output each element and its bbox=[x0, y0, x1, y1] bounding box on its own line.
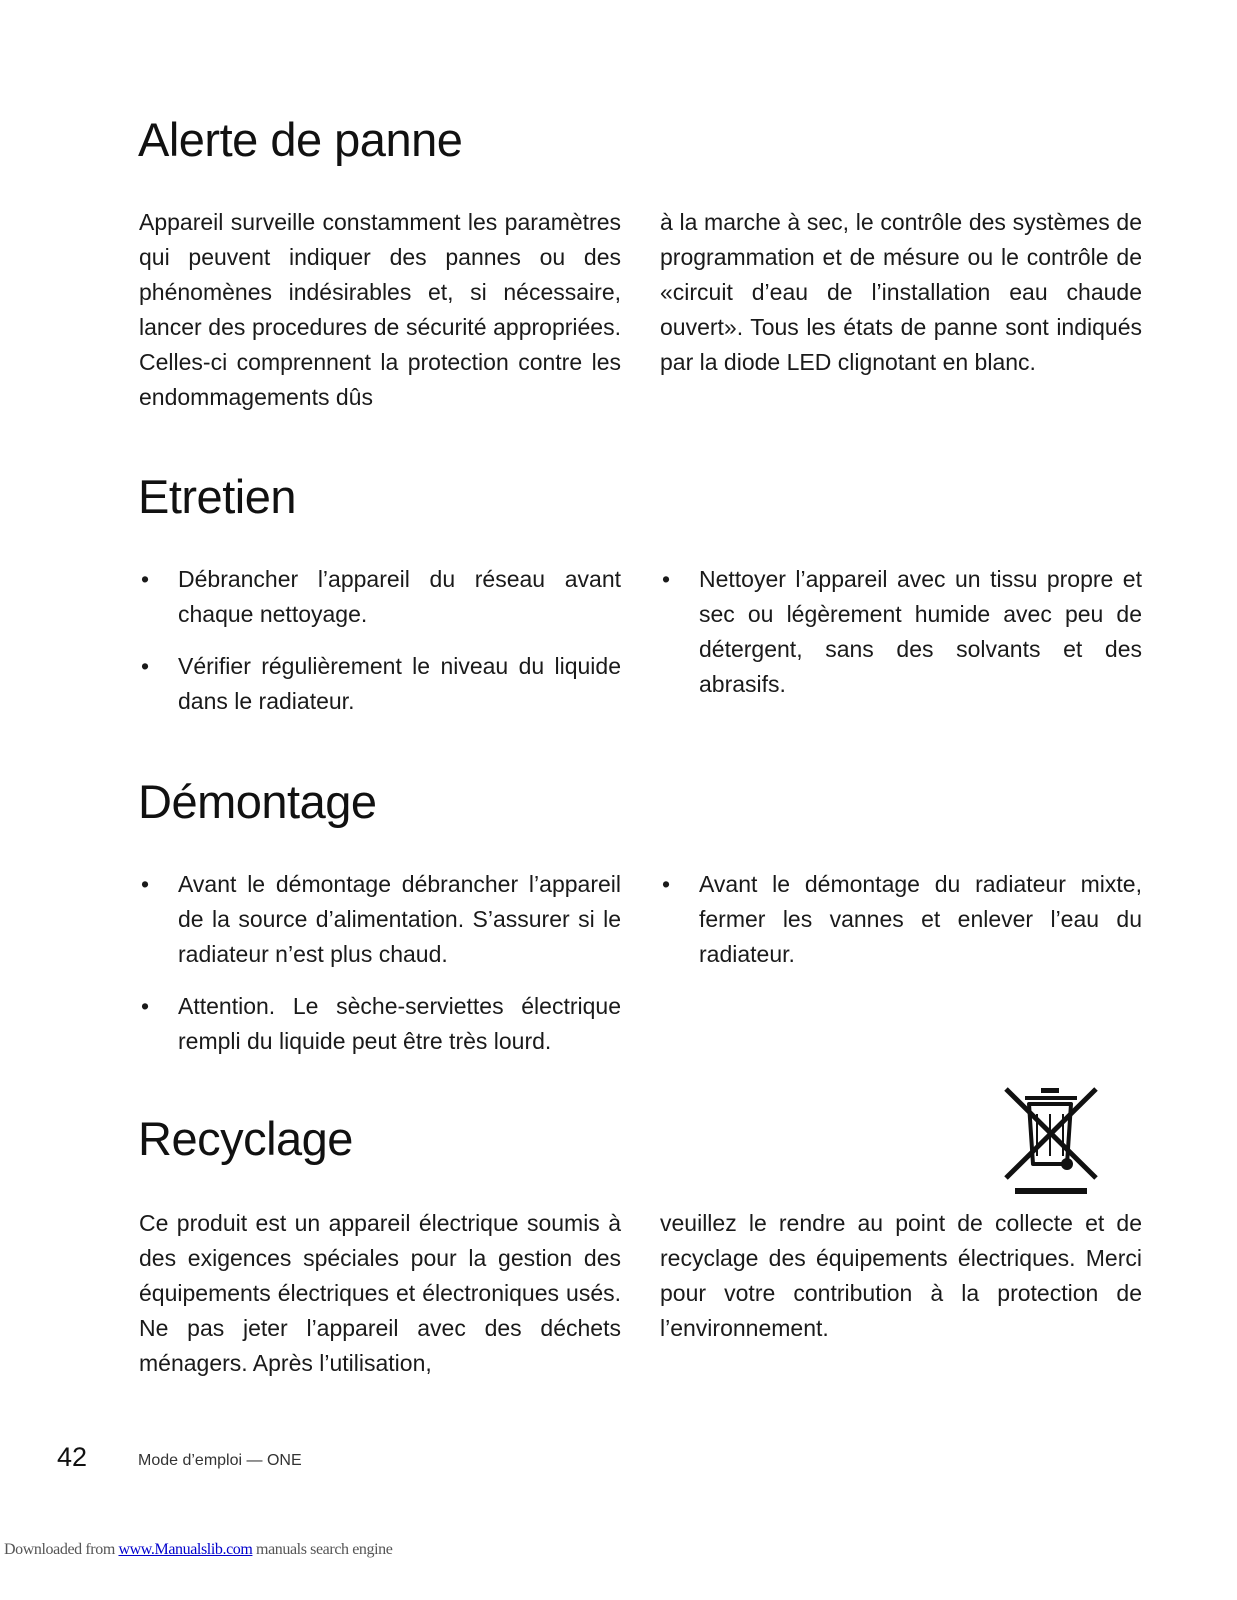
list-item: • Débrancher l’appareil du réseau avant chaque nettoyage. bbox=[139, 562, 621, 632]
crossed-out-wheelie-bin-icon bbox=[1003, 1086, 1099, 1196]
disassembly-right-column bbox=[660, 867, 1142, 989]
download-suffix: manuals search engine bbox=[252, 1541, 393, 1558]
alert-paragraph-start: Appareil surveille constamment les paramètres qui peuvent indiquer des pannes ou des phénomènes indésirables et, si nécessaire, lancer des procedures de sécurité appropriées. Celles-ci comprennent la protection contre les endommagements dûs bbox=[139, 209, 621, 410]
alert-paragraph-end: à la marche à sec, le contrôle des systèmes de programmation et de mésure ou le contrôle de «circuit d’eau de l’installation eau chaude ouvert». Tous les états de panne sont indiqués par la diode LED clignotant en blanc. bbox=[660, 209, 1142, 375]
section-title-maintenance: Etretien bbox=[138, 470, 296, 523]
list-item: • Avant le démontage débrancher l’appareil de la source d’alimentation. S’assurer si le radiateur n’est plus chaud. bbox=[139, 867, 621, 972]
section-title-alert: Alerte de panne bbox=[138, 113, 463, 166]
alert-left-column bbox=[139, 205, 621, 415]
list-item: • Avant le démontage du radiateur mixte, fermer les vannes et enlever l’eau du radiateur. bbox=[660, 867, 1142, 972]
footer-doc-title: Mode d’emploi — ONE bbox=[138, 1452, 302, 1469]
recycling-right-column bbox=[660, 1206, 1142, 1346]
recycling-paragraph-end: veuillez le rendre au point de collecte et de recyclage des équipements électriques. Merci pour votre contribution à la protection de l’environnement. bbox=[660, 1210, 1142, 1341]
section-title-recycling: Recyclage bbox=[138, 1112, 353, 1165]
recycling-left-column bbox=[139, 1206, 621, 1381]
alert-right-column bbox=[660, 205, 1142, 380]
disassembly-left-column bbox=[139, 867, 621, 1076]
download-prefix: Downloaded from bbox=[4, 1541, 119, 1558]
maintenance-left-column bbox=[139, 562, 621, 736]
list-item: • Nettoyer l’appareil avec un tissu propre et sec ou légèrement humide avec peu de détergent, sans des solvants et des abrasifs. bbox=[660, 562, 1142, 702]
recycling-paragraph-start: Ce produit est un appareil électrique soumis à des exigences spéciales pour la gestion des équipements électriques et électroniques usés. Ne pas jeter l’appareil avec des déchets ménagers. Après l’utilisation, bbox=[139, 1210, 621, 1376]
maintenance-right-column bbox=[660, 562, 1142, 719]
list-item: • Vérifier régulièrement le niveau du liquide dans le radiateur. bbox=[139, 649, 621, 719]
download-source-line bbox=[4, 1541, 392, 1559]
section-title-disassembly: Démontage bbox=[138, 775, 377, 828]
page-number: 42 bbox=[57, 1442, 88, 1472]
manualslib-link[interactable]: www.Manualslib.com bbox=[118, 1541, 253, 1558]
list-item: • Attention. Le sèche-serviettes électrique rempli du liquide peut être très lourd. bbox=[139, 989, 621, 1059]
